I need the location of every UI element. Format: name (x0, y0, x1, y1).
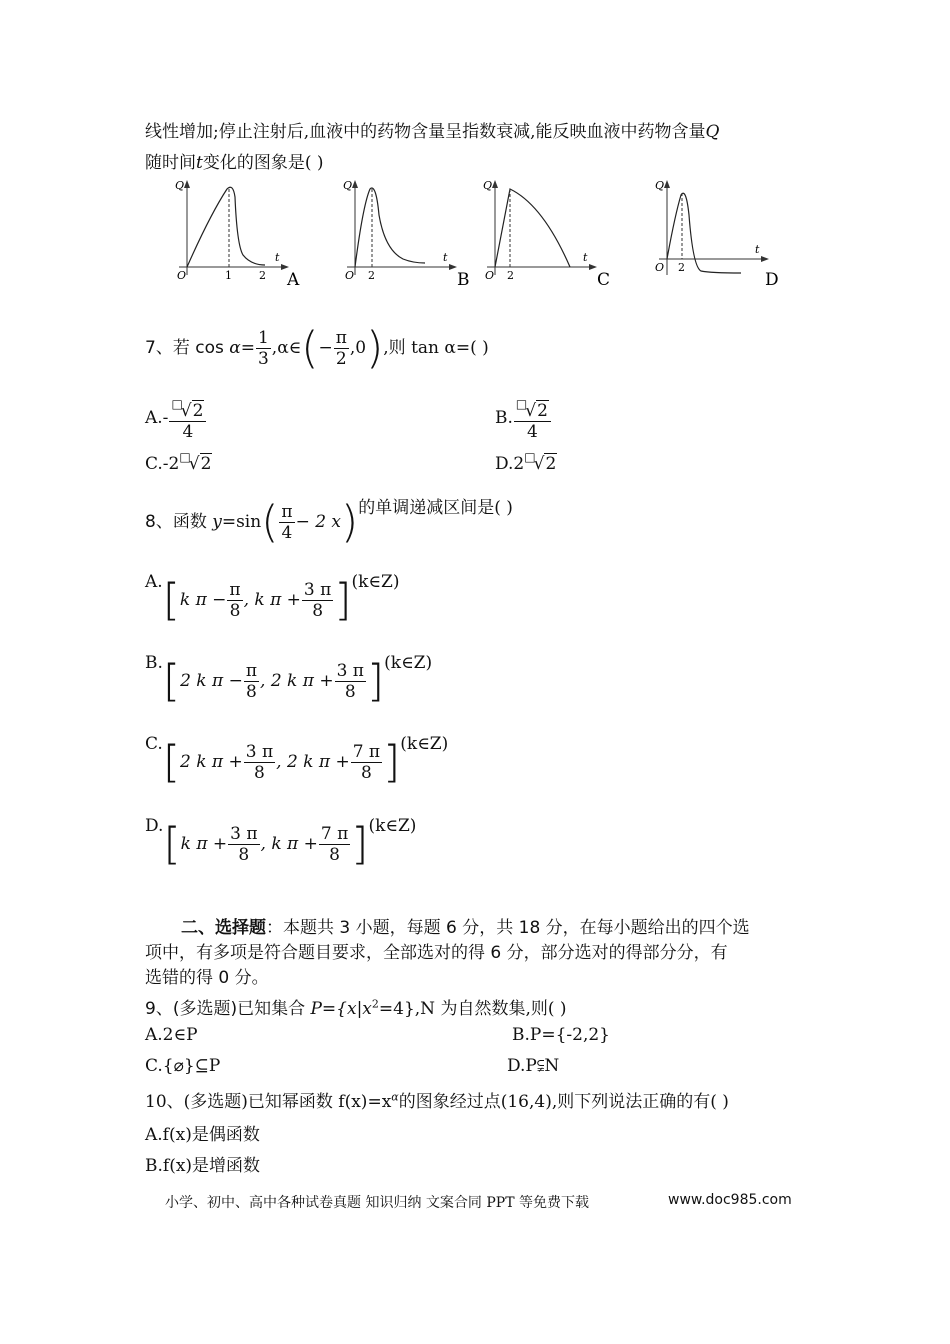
graph-d-tick-2: 2 (678, 261, 685, 274)
graph-d-label: D (765, 270, 779, 287)
graph-d (645, 175, 785, 287)
graph-b-tick-2: 2 (368, 269, 375, 282)
q7-option-b[interactable]: B. $\frac{^□√2}{4}$ (495, 394, 552, 442)
q6-line1: 线性增加;停止注射后,血液中的药物含量呈指数衰减,能反映血液中药物含量Q (145, 122, 720, 142)
footer-url[interactable]: www.doc985.com (668, 1192, 792, 1208)
q8-option-c[interactable]: C.[2 k π + $\frac{3 \pi}{8}$ , 2 k π + $\frac{7 \pi}{8}$ ](k∈Z) (145, 734, 449, 788)
graph-a-tick-2: 2 (259, 269, 266, 282)
graph-b-label: B (457, 270, 470, 287)
graph-a-label: A (287, 270, 300, 287)
q7-option-a[interactable]: A.- $\frac{^□√2}{4}$ (145, 394, 207, 442)
graph-d-ylabel: Q (655, 179, 665, 192)
graph-d-xlabel: t (755, 243, 760, 256)
graph-d-origin: O (655, 261, 665, 274)
graph-a-xlabel: t (275, 251, 280, 264)
graph-c (473, 175, 623, 287)
graph-b-xlabel: t (443, 251, 448, 264)
q8-option-d[interactable]: D.[k π + $\frac{3 \pi}{8}$ , k π + $\frac{7 \pi}{8}$ ](k∈Z) (145, 816, 417, 870)
graph-c-label: C (597, 270, 611, 287)
q8-stem: 8、函数 y=sin( $\frac{\pi}{4}$ − 2 x)的单调递减区间是( ) (145, 496, 513, 548)
section-2-instructions: 二、选择题：本题共 3 小题，每题 6 分，共 18 分，在每小题给出的四个选 项中，有多项是符合题目要求，全部选对的得 6 分，部分选对的得部分分，有 选错的得 0 分。 (145, 918, 750, 988)
q9-option-a[interactable]: A.2∈P (145, 1025, 198, 1045)
graph-a (165, 175, 315, 287)
graph-b-origin: O (345, 269, 355, 282)
graph-b-ylabel: Q (343, 179, 353, 192)
graph-a-tick-1: 1 (225, 269, 232, 282)
q9-option-b[interactable]: B.P={-2,2} (512, 1025, 610, 1045)
graph-c-origin: O (485, 269, 495, 282)
graph-c-ylabel: Q (483, 179, 493, 192)
q8-option-a[interactable]: A.[k π − $\frac{\pi}{8}$ , k π + $\frac{3 \pi}{8}$ ](k∈Z) (145, 572, 400, 626)
graph-c-xlabel: t (583, 251, 588, 264)
graph-a-origin: O (177, 269, 187, 282)
q7-stem: 7、若 cos α= $\frac{1}{3}$ ,α∈(− $\frac{\pi}{2}$ ,0),则 tan α=( ) (145, 322, 489, 374)
q10-stem: 10、(多选题)已知幂函数 $f(x)=x^\alpha$的图象经过点(16,4),则下列说法正确的有( ) (145, 1090, 729, 1112)
q9-stem: 9、(多选题)已知集合 $P=\{x|x^2=4\},N$ 为自然数集,则( ) (145, 997, 567, 1019)
q10-option-b[interactable]: B.f(x)是增函数 (145, 1156, 261, 1176)
q8-option-b[interactable]: B.[2 k π − $\frac{\pi}{8}$ , 2 k π + $\frac{3 \pi}{8}$ ](k∈Z) (145, 653, 433, 707)
graph-c-tick-2: 2 (507, 269, 514, 282)
q7-option-c[interactable]: C.-2□√2 (145, 450, 212, 474)
q7-option-d[interactable]: D.2□√2 (495, 450, 557, 474)
q10-option-a[interactable]: A.f(x)是偶函数 (145, 1125, 260, 1145)
q6-line2: 随时间t变化的图象是( ) (145, 153, 324, 173)
graph-b (333, 175, 478, 287)
q9-option-c[interactable]: C.{⌀}⊆P (145, 1056, 221, 1076)
footer-text: 小学、初中、高中各种试卷真题 知识归纳 文案合同 PPT 等免费下载 (165, 1195, 589, 1211)
graph-a-ylabel: Q (175, 179, 185, 192)
q9-option-d[interactable]: D.P⫋N (507, 1056, 560, 1076)
